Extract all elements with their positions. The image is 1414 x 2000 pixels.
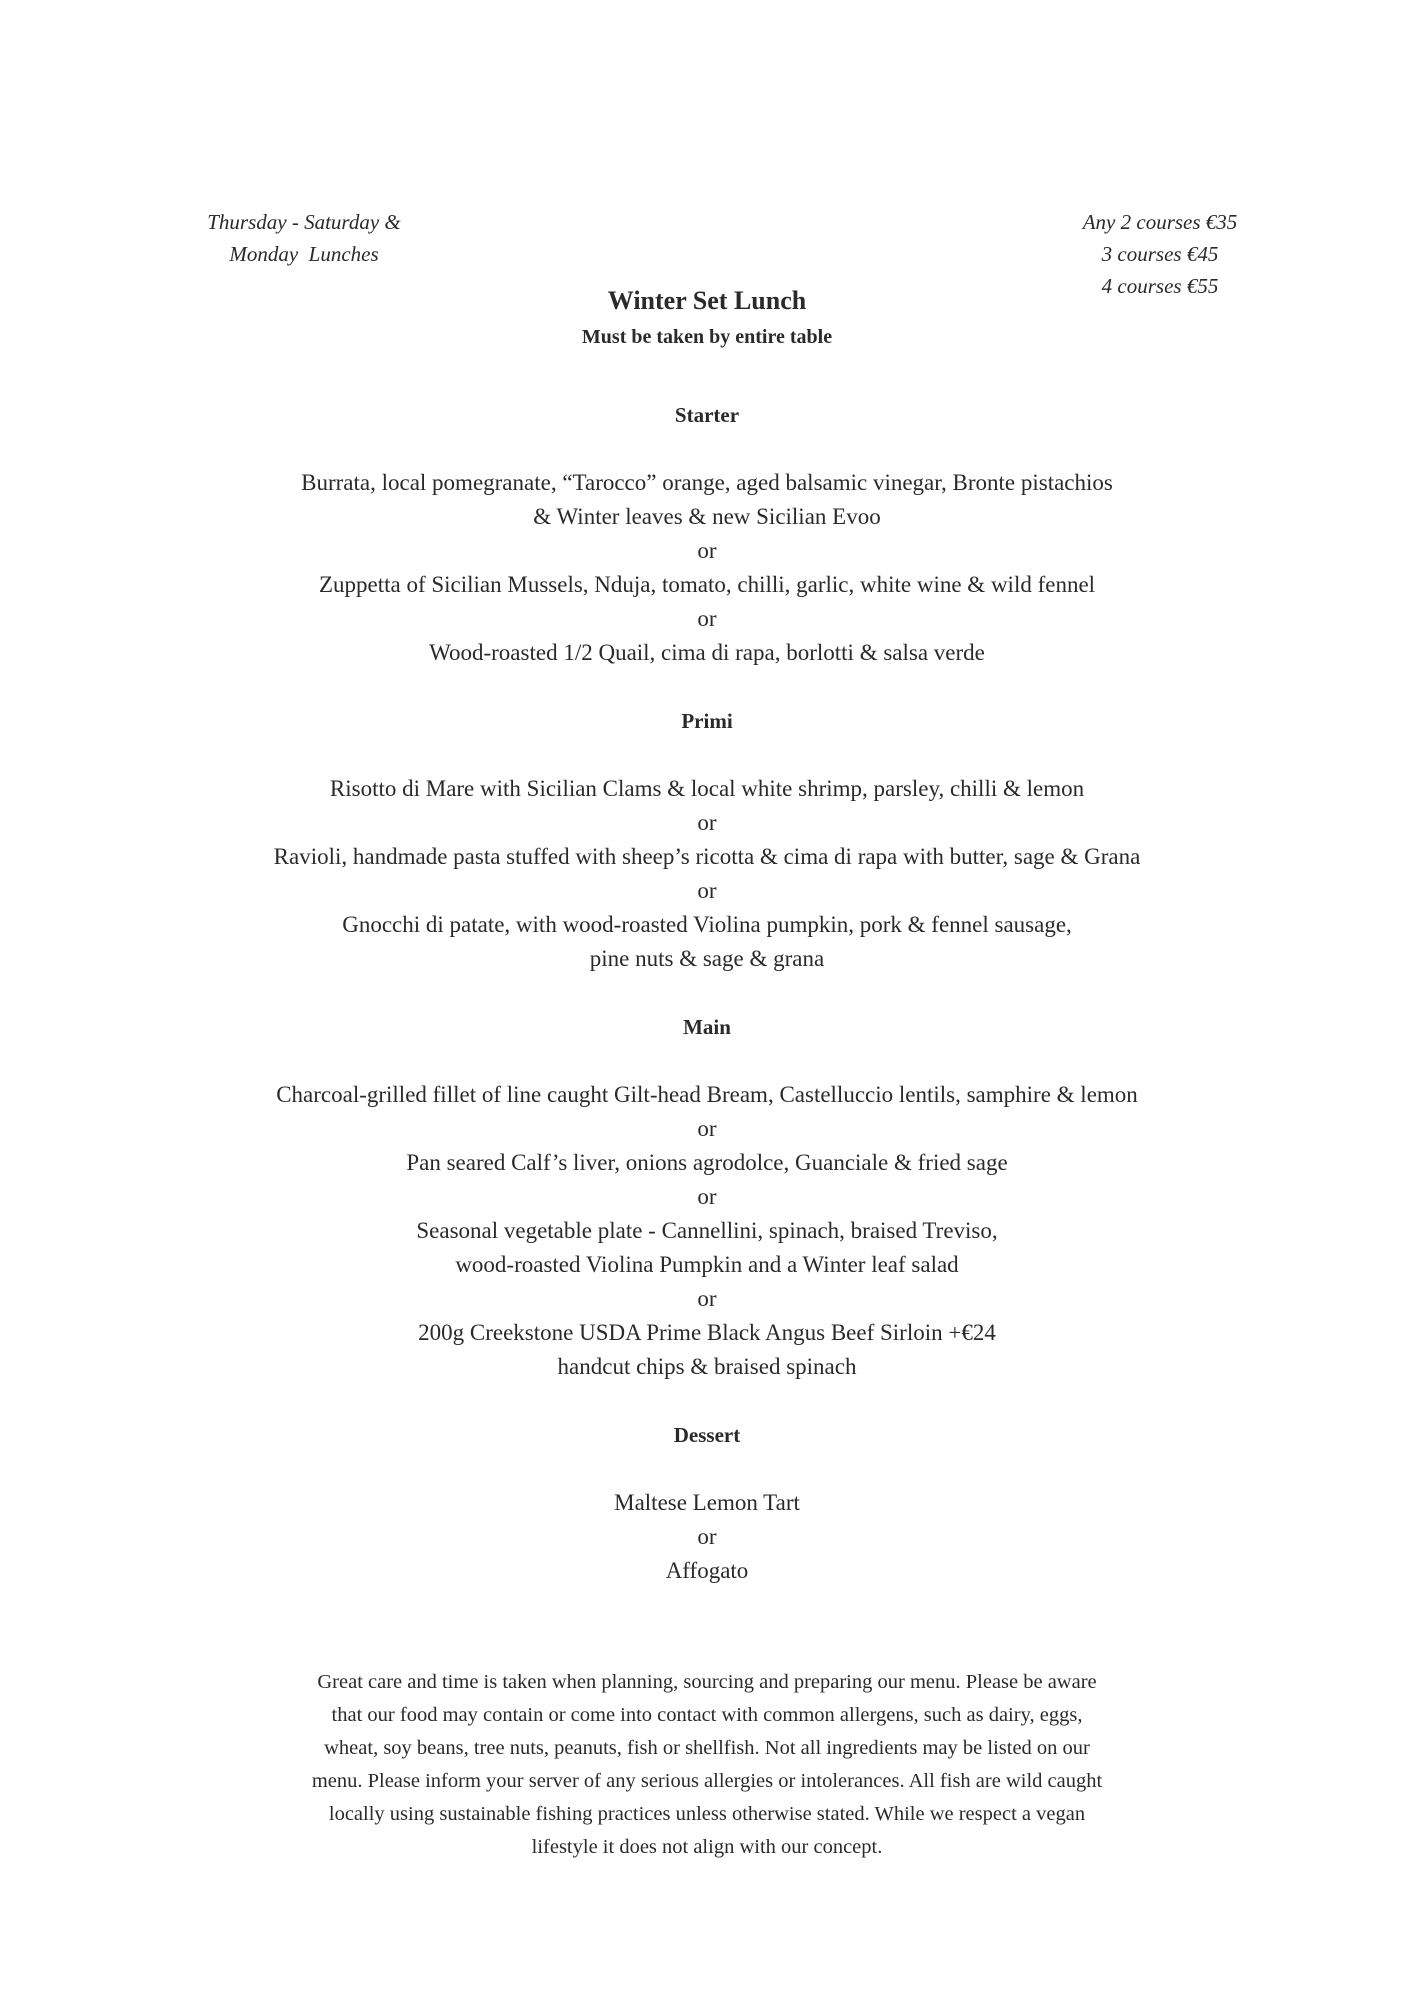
item-line: Pan seared Calf’s liver, onions agrodolce, Guanciale & fried sage — [406, 1150, 1008, 1175]
section-dessert — [0, 1418, 1414, 1588]
item-line: pine nuts & sage & grana — [589, 946, 825, 971]
days-info — [160, 206, 448, 270]
item-line: Ravioli, handmade pasta stuffed with sheep’s ricotta & cima di rapa with butter, sage & Grana — [273, 844, 1141, 869]
menu-item — [0, 1486, 1414, 1520]
notice-line: wheat, soy beans, tree nuts, peanuts, fish or shellfish. Not all ingredients may be listed on our — [324, 1737, 1090, 1759]
menu-item — [0, 772, 1414, 806]
price-line: Any 2 courses €35 — [1082, 210, 1238, 234]
section-main — [0, 1010, 1414, 1384]
or-separator: or — [697, 1184, 717, 1209]
item-line: 200g Creekstone USDA Prime Black Angus Beef Sirloin +€24 — [418, 1320, 996, 1345]
notice-line: Great care and time is taken when planning, sourcing and preparing our menu. Please be aware — [317, 1671, 1097, 1693]
or-separator: or — [697, 878, 717, 903]
item-line: Seasonal vegetable plate - Cannellini, spinach, braised Treviso, — [416, 1218, 998, 1243]
section-title: Main — [683, 1015, 731, 1039]
or-separator: or — [697, 538, 717, 563]
item-line: Charcoal-grilled fillet of line caught Gilt-head Bream, Castelluccio lentils, samphire & lemon — [276, 1082, 1138, 1107]
or-separator: or — [697, 606, 717, 631]
item-line: Affogato — [665, 1558, 749, 1583]
notice-line: locally using sustainable fishing practices unless otherwise stated. While we respect a vegan — [328, 1803, 1086, 1825]
item-line: Risotto di Mare with Sicilian Clams & local white shrimp, parsley, chilli & lemon — [329, 776, 1085, 801]
notice-line: menu. Please inform your server of any serious allergies or intolerances. All fish are wild caught — [311, 1770, 1103, 1792]
or-separator: or — [697, 810, 717, 835]
item-line: Maltese Lemon Tart — [614, 1490, 800, 1515]
item-line: handcut chips & braised spinach — [557, 1354, 857, 1379]
menu-item — [0, 908, 1414, 976]
section-primi — [0, 704, 1414, 976]
menu-item — [0, 636, 1414, 670]
days-line: Monday Lunches — [229, 242, 379, 266]
menu-title: Winter Set Lunch — [607, 286, 807, 315]
or-separator: or — [697, 1286, 717, 1311]
days-line: Thursday - Saturday & — [207, 210, 401, 234]
menu-item — [0, 1554, 1414, 1588]
or-separator: or — [697, 1116, 717, 1141]
menu-item — [0, 1078, 1414, 1112]
or-separator: or — [697, 1524, 717, 1549]
menu-item — [0, 1316, 1414, 1384]
item-line: & Winter leaves & new Sicilian Evoo — [533, 504, 881, 529]
section-title: Primi — [681, 709, 733, 733]
item-line: Zuppetta of Sicilian Mussels, Nduja, tomato, chilli, garlic, white wine & wild fennel — [318, 572, 1096, 597]
menu-item — [0, 1146, 1414, 1180]
menu-item — [0, 568, 1414, 602]
item-line: Burrata, local pomegranate, “Tarocco” orange, aged balsamic vinegar, Bronte pistachios — [301, 470, 1113, 495]
notice-line: that our food may contain or come into contact with common allergens, such as dairy, eggs, — [331, 1704, 1083, 1726]
item-line: Wood-roasted 1/2 Quail, cima di rapa, borlotti & salsa verde — [429, 640, 985, 665]
section-title: Dessert — [673, 1423, 741, 1447]
item-line: Gnocchi di patate, with wood-roasted Violina pumpkin, pork & fennel sausage, — [342, 912, 1072, 937]
notice-line: lifestyle it does not align with our concept. — [531, 1836, 883, 1858]
item-line: wood-roasted Violina Pumpkin and a Winter leaf salad — [455, 1252, 959, 1277]
menu-item — [0, 466, 1414, 534]
section-title: Starter — [674, 403, 740, 427]
menu-subtitle: Must be taken by entire table — [581, 326, 833, 348]
menu-item — [0, 840, 1414, 874]
section-starter — [0, 398, 1414, 670]
menu-item — [0, 1214, 1414, 1282]
price-line: 4 courses €55 — [1101, 274, 1219, 298]
allergen-notice — [227, 1666, 1187, 1864]
price-line: 3 courses €45 — [1101, 242, 1219, 266]
